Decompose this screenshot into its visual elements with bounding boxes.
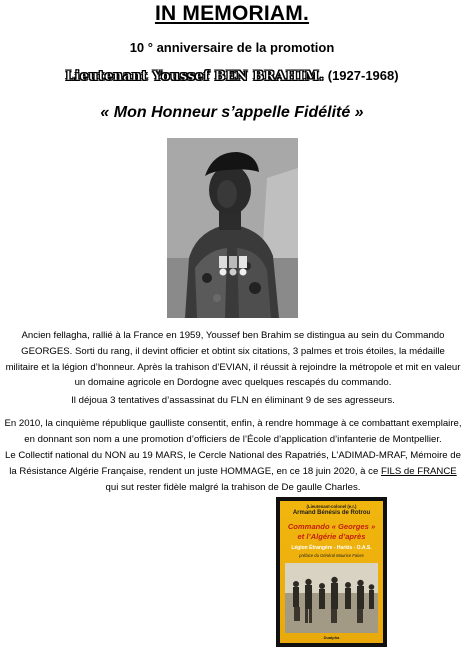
hommage-text-start: Le Collectif national du NON au 19 MARS, le Cercle National des Rapatriés, L’ADIMAD-MRAF, Mémoire de la Résistance Algérie Française, rendent un juste HOMMAGE, en ce 18 juin 2020, à ce [5, 450, 461, 477]
book-author-rank: (Lieutenant-colonel (e.r.) [306, 504, 357, 509]
paragraph-biography: Ancien fellagha, rallié à la France en 1959, Youssef ben Brahim se distingua au sein du Commando GEORGES. Sorti du rang, il devint officier et obtint six citations, 3 palmes et trois étoiles, la médaille militaire et la légion d’honneur. Après la trahison d’EVIAN, il réussit à rejoindre la métropole et mit en valeur un domaine agricole en Dordogne avec quelques rescapés du commando. [5, 330, 461, 389]
soldiers-illustration [285, 563, 378, 633]
book-cover-inner [280, 501, 383, 643]
motto: « Mon Honneur s’appelle Fidélité » [100, 104, 364, 121]
paragraph-hommage [4, 448, 462, 495]
honoree-years: (1927-1968) [327, 68, 399, 83]
honoree-name: Lieutenant Youssef BEN BRAHIM. [65, 69, 325, 84]
paragraph-assassination: Il déjoua 3 tentatives d’assassinat du FLN en éliminant 9 de ses agresseurs. [71, 395, 395, 406]
fils-de-france-link[interactable]: FILS de FRANCE [380, 465, 457, 477]
page-title: IN MEMORIAM. [154, 2, 310, 25]
portrait-photo [167, 138, 298, 318]
book-cover-photo [285, 563, 378, 633]
book-preface: préface du Général Maurice Faivre [299, 553, 364, 558]
anniversary-subtitle: 10 ° anniversaire de la promotion [129, 40, 335, 55]
portrait-illustration [167, 138, 298, 318]
hommage-text-end: qui sut rester fidèle malgré la trahison de De gaulle Charles. [105, 481, 361, 493]
book-author: Armand Bénésis de Rotrou [292, 510, 371, 516]
book-title-line-1: Commando « Georges » [287, 522, 376, 531]
honoree-line [0, 68, 464, 84]
book-subtitle: Légion Étrangère - Harkis - O.A.S. [291, 545, 372, 551]
paragraph-promotion: En 2010, la cinquième république gaulliste consentit, enfin, à rendre hommage à ce combattant exemplaire, en donnant son nom a une promotion d’officiers de l’École d’application d’infanterie de Montpellier. [4, 418, 462, 445]
book-title-line-2: et l’Algérie d’après [297, 532, 366, 541]
book-cover [276, 497, 387, 647]
book-publisher: Dualpha [323, 635, 340, 640]
